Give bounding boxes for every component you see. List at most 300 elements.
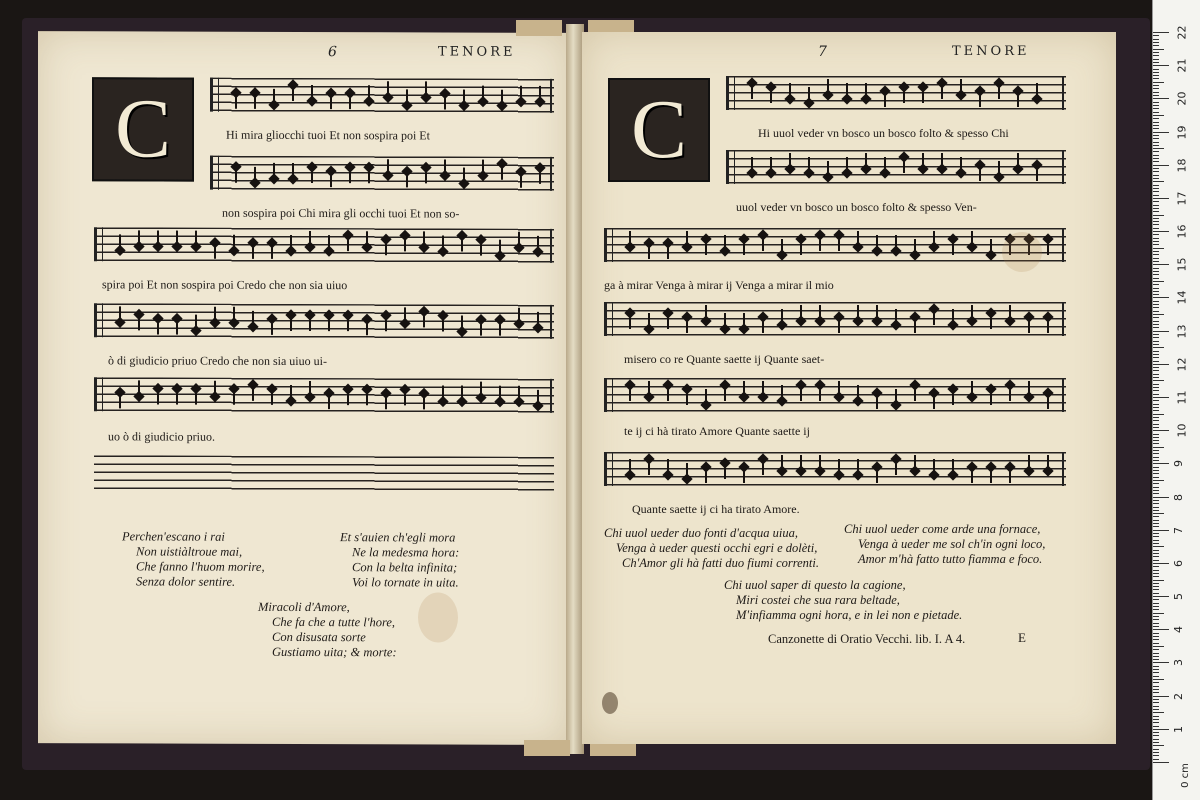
note-stem [857, 385, 859, 399]
ruler-tick [1153, 762, 1169, 763]
ruler-tick [1153, 483, 1159, 484]
note-stem [800, 241, 802, 255]
bar-line [550, 305, 552, 339]
note-stem [1036, 167, 1038, 181]
ruler-tick [1153, 195, 1159, 196]
voice-header: TENORE [438, 44, 516, 60]
ruler-tick [1153, 175, 1159, 176]
ruler-tick [1153, 619, 1159, 620]
ruler-tick [1153, 689, 1159, 690]
note-stem [876, 235, 878, 249]
ruler-tick [1153, 636, 1159, 637]
left-page [38, 31, 568, 745]
ruler-tick [1153, 656, 1159, 657]
note-stem [138, 230, 140, 244]
ruler-tick [1153, 271, 1159, 272]
note-stem [941, 153, 943, 167]
ruler-tick [1153, 500, 1159, 501]
note-stem [195, 391, 197, 405]
music-staff [604, 228, 1066, 262]
note-stem [724, 387, 726, 401]
note-stem [271, 391, 273, 405]
ruler-tick [1153, 301, 1159, 302]
ruler-tick [1153, 307, 1159, 308]
ruler-tick [1153, 576, 1159, 577]
lyric-line: te ij ci hà tirato Amore Quante saette ij [624, 424, 810, 438]
note-stem [781, 309, 783, 323]
note-stem [290, 317, 292, 331]
poem-stanza: Chi uuol saper di questo la cagione, Miri costei che sua rara beltade, M'infiamma ogni hora, e in lei non e pietade. [724, 578, 963, 622]
ruler-tick [1153, 473, 1159, 474]
ruler-tick [1153, 92, 1159, 93]
ruler-tick [1153, 696, 1169, 697]
note-stem [387, 159, 389, 173]
ruler-tick [1153, 417, 1159, 418]
ruler-tick [1153, 593, 1159, 594]
ruler-tick [1153, 566, 1159, 567]
note-stem [271, 321, 273, 335]
note-stem [254, 167, 256, 181]
binding-tab [524, 740, 570, 756]
note-stem [444, 95, 446, 109]
ruler-tick [1153, 351, 1159, 352]
note-stem [648, 313, 650, 327]
ruler-number: 1 [1172, 725, 1185, 733]
ruler-tick [1153, 424, 1159, 425]
note-stem [770, 89, 772, 103]
note-stem [330, 95, 332, 109]
ruler-number: 11 [1175, 390, 1189, 405]
note-stem [406, 89, 408, 103]
note-stem [385, 241, 387, 255]
ruler-tick [1153, 716, 1159, 717]
note-stem [157, 320, 159, 334]
note-stem [751, 85, 753, 99]
ruler-tick [1153, 321, 1159, 322]
note-stem [309, 317, 311, 331]
ruler-tick [1153, 516, 1159, 517]
note-stem [789, 153, 791, 167]
note-stem [789, 83, 791, 97]
ruler-tick [1153, 682, 1159, 683]
note-stem [705, 389, 707, 403]
ruler-tick [1153, 274, 1159, 275]
note-stem [444, 159, 446, 173]
ruler-tick [1153, 709, 1159, 710]
bar-line [550, 157, 552, 191]
ruler-tick [1153, 609, 1159, 610]
ruler-tick [1153, 686, 1159, 687]
ruler-tick [1153, 543, 1159, 544]
note-stem [482, 86, 484, 100]
note-stem [368, 169, 370, 183]
ruler-tick [1153, 457, 1159, 458]
note-stem [442, 317, 444, 331]
ruler-number: 13 [1175, 324, 1189, 339]
lyric-line: misero co re Quante saette ij Quante saet- [624, 352, 825, 366]
note-stem [876, 469, 878, 483]
ruler-tick [1153, 447, 1164, 448]
note-stem [838, 319, 840, 333]
note-stem [311, 169, 313, 183]
ruler-tick [1153, 364, 1169, 365]
ruler-tick [1153, 536, 1159, 537]
ruler-tick [1153, 467, 1159, 468]
ruler-tick [1153, 178, 1159, 179]
note-stem [520, 86, 522, 100]
note-stem [751, 157, 753, 171]
lyric-line: Hi uuol veder vn bosco un bosco folto & spesso Chi [758, 126, 1009, 140]
note-stem [309, 381, 311, 395]
ruler-tick [1153, 629, 1169, 630]
note-stem [838, 237, 840, 251]
right-page [582, 32, 1116, 744]
note-stem [827, 79, 829, 93]
note-stem [254, 95, 256, 109]
note-stem [366, 321, 368, 335]
note-stem [762, 237, 764, 251]
bar-line [550, 229, 552, 263]
note-stem [762, 319, 764, 333]
ruler-tick [1153, 540, 1159, 541]
ruler-number: 2 [1172, 692, 1185, 700]
note-stem [368, 85, 370, 99]
ruler-tick [1153, 224, 1159, 225]
note-stem [425, 169, 427, 183]
ruler-number: 16 [1175, 224, 1189, 239]
note-stem [724, 235, 726, 249]
ruler-tick [1153, 231, 1169, 232]
note-stem [808, 157, 810, 171]
note-stem [176, 231, 178, 245]
note-stem [271, 245, 273, 259]
ruler-tick [1153, 69, 1159, 70]
ruler-number: 15 [1175, 257, 1189, 272]
note-stem [347, 317, 349, 331]
ruler-tick [1153, 477, 1159, 478]
clef-mark [726, 150, 735, 184]
ruler-tick [1153, 251, 1159, 252]
clef-mark [604, 452, 613, 486]
ruler-tick [1153, 603, 1159, 604]
ruler-tick [1153, 327, 1159, 328]
note-stem [330, 173, 332, 187]
voice-header: TENORE [952, 44, 1030, 59]
poem-stanza: Perchen'escano i rai Non uistiàltroue mai, Che fanno l'huom morire, Senza dolor sentire. [122, 529, 265, 589]
note-stem [960, 79, 962, 93]
note-stem [629, 231, 631, 245]
note-stem [629, 387, 631, 401]
ruler-tick [1153, 526, 1159, 527]
ruler-tick [1153, 662, 1169, 663]
ruler-tick [1153, 135, 1159, 136]
ruler-tick [1153, 115, 1164, 116]
note-stem [857, 305, 859, 319]
ruler-tick [1153, 88, 1159, 89]
ruler-tick [1153, 440, 1159, 441]
note-stem [952, 391, 954, 405]
ruler-tick [1153, 676, 1159, 677]
note-stem [770, 157, 772, 171]
ruler-tick [1153, 337, 1159, 338]
note-stem [423, 395, 425, 409]
ruler-tick [1153, 503, 1159, 504]
ruler-tick [1153, 410, 1159, 411]
note-stem [724, 313, 726, 327]
ruler-tick [1153, 646, 1164, 647]
ruler-number: 9 [1172, 460, 1185, 468]
ruler-tick [1153, 354, 1159, 355]
page-number: 6 [328, 44, 337, 61]
note-stem [499, 240, 501, 254]
ruler-tick [1153, 377, 1159, 378]
ruler-tick [1153, 487, 1159, 488]
note-stem [518, 386, 520, 400]
ruler-number: 7 [1172, 526, 1185, 534]
ruler-tick [1153, 586, 1159, 587]
note-stem [990, 391, 992, 405]
ruler-tick [1153, 75, 1159, 76]
poem-stanza: Chi uuol ueder come arde una fornace, Venga à ueder me sol ch'in ogni loco, Amor m'hà fatto tutto fiamma e foco. [844, 522, 1046, 566]
clef-mark [604, 378, 613, 412]
ruler-tick [1153, 45, 1159, 46]
ruler-tick [1153, 234, 1159, 235]
note-stem [461, 386, 463, 400]
ruler-tick [1153, 726, 1159, 727]
note-stem [667, 315, 669, 329]
ruler-tick [1153, 752, 1159, 753]
ruler-number: 12 [1175, 357, 1189, 372]
ruler-tick [1153, 78, 1159, 79]
ruler-tick [1153, 679, 1164, 680]
ruler-tick [1153, 427, 1159, 428]
note-stem [537, 236, 539, 250]
note-stem [933, 459, 935, 473]
note-stem [705, 241, 707, 255]
ruler-tick [1153, 463, 1169, 464]
ruler-tick [1153, 599, 1159, 600]
ruler-tick [1153, 732, 1159, 733]
ruler-number: 10 [1175, 423, 1189, 438]
ruler-tick [1153, 400, 1159, 401]
ruler-tick [1153, 347, 1164, 348]
ruler-tick [1153, 420, 1159, 421]
note-stem [176, 391, 178, 405]
ruler-tick [1153, 168, 1159, 169]
note-stem [914, 455, 916, 469]
note-stem [499, 386, 501, 400]
note-stem [933, 395, 935, 409]
clef-mark [726, 76, 735, 110]
note-stem [846, 83, 848, 97]
ruler-tick [1153, 85, 1159, 86]
ruler-tick [1153, 145, 1159, 146]
ruler-tick [1153, 191, 1159, 192]
ruler-tick [1153, 297, 1169, 298]
ruler-tick [1153, 188, 1159, 189]
note-stem [480, 382, 482, 396]
ruler-tick [1153, 138, 1159, 139]
note-stem [328, 395, 330, 409]
ruler-tick [1153, 314, 1164, 315]
note-stem [423, 313, 425, 327]
ruler-tick [1153, 367, 1159, 368]
ruler-tick [1153, 523, 1159, 524]
ruler-tick [1153, 520, 1159, 521]
note-stem [933, 311, 935, 325]
clef-mark [210, 156, 219, 190]
lyric-line: Hi mira gliocchi tuoi Et non sospira poi Et [226, 127, 430, 143]
note-stem [425, 81, 427, 95]
music-staff [726, 76, 1066, 110]
ruler-tick [1153, 490, 1159, 491]
note-stem [290, 235, 292, 249]
ruler-tick [1153, 221, 1159, 222]
note-stem [442, 385, 444, 399]
note-stem [463, 90, 465, 104]
clef-mark [94, 377, 103, 411]
ruler-tick [1153, 122, 1159, 123]
ruler-tick [1153, 248, 1164, 249]
paper-damage [602, 692, 618, 714]
note-stem [292, 87, 294, 101]
note-stem [252, 245, 254, 259]
note-stem [501, 90, 503, 104]
ruler-tick [1153, 404, 1159, 405]
bar-line [1062, 302, 1064, 336]
note-stem [349, 169, 351, 183]
note-stem [819, 455, 821, 469]
ruler-tick [1153, 128, 1159, 129]
lyric-line: Quante saette ij ci ha tirato Amore. [632, 502, 800, 516]
decorated-initial: C [92, 77, 194, 181]
ruler-tick [1153, 493, 1159, 494]
clef-mark [94, 227, 103, 261]
note-stem [499, 322, 501, 336]
ruler-tick [1153, 570, 1159, 571]
ruler-tick [1153, 692, 1159, 693]
ruler-tick [1153, 241, 1159, 242]
note-stem [235, 169, 237, 183]
ruler-tick [1153, 284, 1159, 285]
ruler-tick [1153, 59, 1159, 60]
note-stem [252, 311, 254, 325]
ruler-tick [1153, 291, 1159, 292]
note-stem [461, 316, 463, 330]
ruler-tick [1153, 215, 1164, 216]
bar-line [1062, 378, 1064, 412]
note-stem [629, 315, 631, 329]
ruler-tick [1153, 331, 1169, 332]
note-stem [233, 235, 235, 249]
ruler-tick [1153, 722, 1159, 723]
ruler-tick [1153, 580, 1164, 581]
ruler-tick [1153, 95, 1159, 96]
ruler-tick [1153, 414, 1164, 415]
ruler-tick [1153, 125, 1159, 126]
note-stem [480, 242, 482, 256]
ruler-tick [1153, 72, 1159, 73]
ruler-tick [1153, 288, 1159, 289]
bar-line [550, 79, 552, 113]
note-stem [743, 313, 745, 327]
ruler-tick [1153, 712, 1164, 713]
ruler-tick [1153, 334, 1159, 335]
note-stem [366, 231, 368, 245]
note-stem [990, 469, 992, 483]
ruler-tick [1153, 384, 1159, 385]
ruler-tick [1153, 108, 1159, 109]
note-stem [914, 387, 916, 401]
note-stem [914, 319, 916, 333]
poem-stanza: Miracoli d'Amore, Che fa che a tutte l'hore, Con disusata sorte Gustiamo uita; & morte: [258, 599, 397, 660]
ruler-tick [1153, 155, 1159, 156]
ruler-tick [1153, 706, 1159, 707]
note-stem [895, 461, 897, 475]
ruler-tick [1153, 394, 1159, 395]
note-stem [819, 237, 821, 251]
note-stem [648, 381, 650, 395]
note-stem [292, 163, 294, 177]
note-stem [480, 322, 482, 336]
ruler-tick [1153, 443, 1159, 444]
ruler-tick [1153, 264, 1169, 265]
ruler-tick [1153, 198, 1169, 199]
ruler-tick [1153, 659, 1159, 660]
note-stem [838, 459, 840, 473]
note-stem [463, 168, 465, 182]
note-stem [884, 157, 886, 171]
note-stem [648, 245, 650, 259]
note-stem [686, 391, 688, 405]
ruler-unit: 0 cm [1179, 763, 1191, 788]
note-stem [442, 235, 444, 249]
note-stem [846, 157, 848, 171]
ruler-tick [1153, 699, 1159, 700]
ruler-tick [1153, 749, 1159, 750]
music-staff [604, 302, 1066, 336]
ruler-tick [1153, 185, 1159, 186]
ruler-tick [1153, 626, 1159, 627]
note-stem [800, 305, 802, 319]
ruler-tick [1153, 148, 1164, 149]
ruler-tick [1153, 171, 1159, 172]
ruler-tick [1153, 407, 1159, 408]
note-stem [762, 381, 764, 395]
ruler-tick [1153, 55, 1159, 56]
note-stem [998, 161, 1000, 175]
ruler-tick [1153, 739, 1159, 740]
music-staff [604, 378, 1066, 412]
ruler-tick [1153, 39, 1159, 40]
note-stem [214, 381, 216, 395]
ruler-tick [1153, 112, 1159, 113]
note-stem [933, 231, 935, 245]
note-stem [914, 239, 916, 253]
lyric-line: ò di giudicio priuo Credo che non sia uiuo ui- [108, 353, 327, 369]
paper-stain [1002, 232, 1042, 272]
ruler-tick [1153, 254, 1159, 255]
lyric-line: uuol veder vn bosco un bosco folto & spesso Ven- [736, 200, 977, 214]
ruler-tick [1153, 639, 1159, 640]
note-stem [347, 237, 349, 251]
note-stem [311, 85, 313, 99]
note-stem [922, 153, 924, 167]
note-stem [952, 309, 954, 323]
ruler-tick [1153, 268, 1159, 269]
ruler-tick [1153, 719, 1159, 720]
note-stem [328, 235, 330, 249]
